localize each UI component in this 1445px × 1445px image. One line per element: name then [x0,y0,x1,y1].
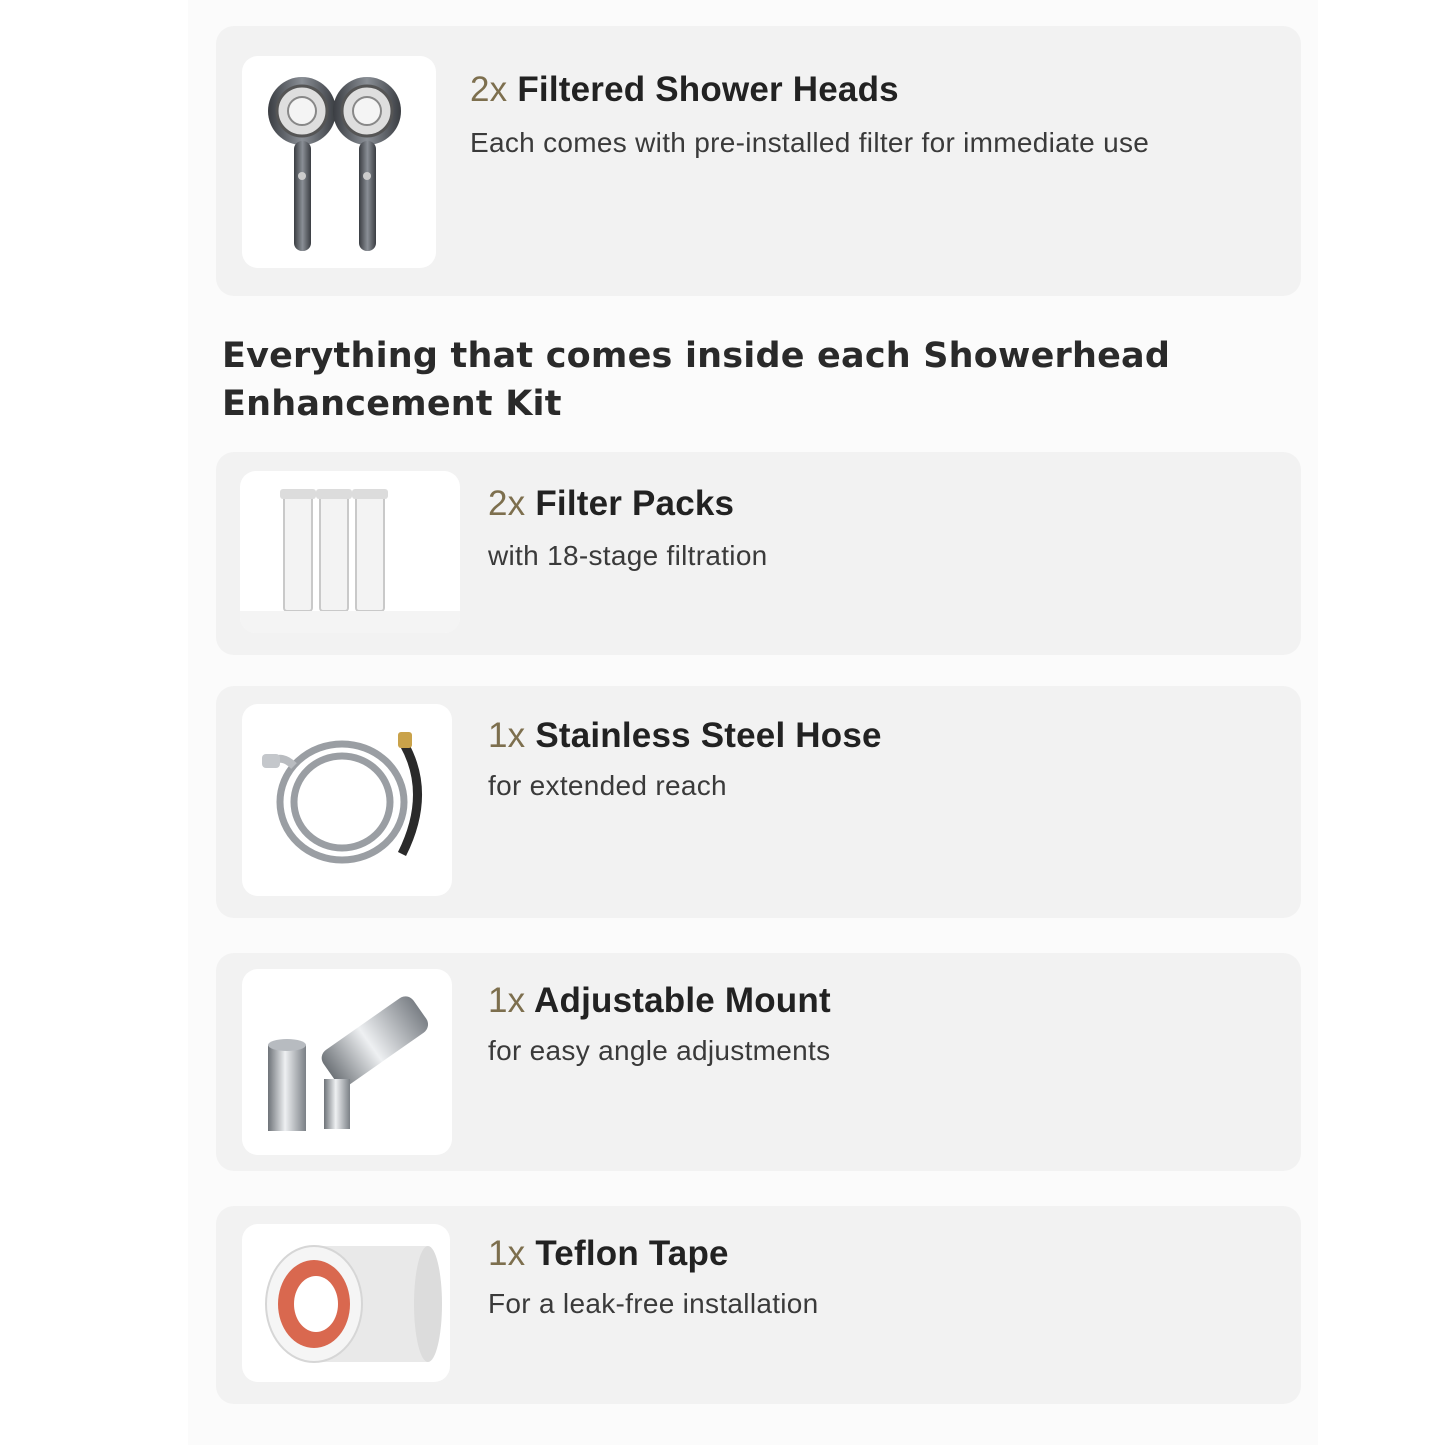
item-quantity: 1x [488,981,526,1020]
filter-packs-icon [240,471,460,633]
item-card-shower-heads [216,26,1301,296]
item-description: with 18-stage filtration [488,540,768,571]
item-quantity: 1x [488,716,526,755]
item-description: For a leak-free installation [488,1288,819,1319]
item-title [488,716,882,756]
item-title [488,981,831,1021]
item-description: for easy angle adjustments [488,1035,831,1066]
mount-icon [242,969,452,1155]
item-title [488,1234,729,1274]
item-name: Adjustable Mount [534,981,831,1020]
item-card-hose [216,686,1301,918]
item-description: for extended reach [488,770,727,801]
item-quantity: 2x [488,484,526,523]
item-title [488,484,734,524]
item-quantity: 1x [488,1234,526,1273]
item-card-teflon-tape [216,1206,1301,1404]
item-name: Filtered Shower Heads [517,70,899,109]
item-name: Teflon Tape [535,1234,729,1273]
section-heading: Everything that comes inside each Showerhead Enhancement Kit [222,336,1171,424]
item-quantity: 2x [470,70,508,109]
item-card-mount [216,953,1301,1171]
item-card-filter-packs [216,452,1301,655]
hose-icon [242,704,452,896]
item-description: Each comes with pre-installed filter for immediate use [470,127,1150,158]
shower-heads-icon [242,56,436,268]
item-title [470,70,899,110]
teflon-tape-icon [242,1224,450,1382]
item-name: Filter Packs [535,484,735,523]
item-name: Stainless Steel Hose [535,716,882,755]
